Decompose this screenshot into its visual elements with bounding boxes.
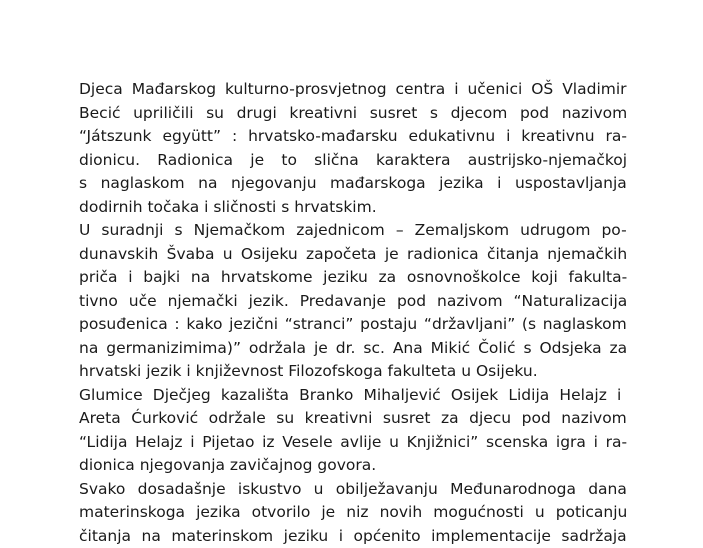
paragraph-2 [79, 219, 627, 384]
paragraph-1 [79, 78, 627, 219]
text-line: posuđenica : kako jezični “stranci” postaju “državljani” (s naglaskom [79, 313, 627, 337]
body-text [79, 78, 627, 548]
text-line: na germanizimima)” održala je dr. sc. Ana Mikić Čolić s Odsjeka za [79, 337, 627, 361]
text-line: “Játszunk együtt” : hrvatsko-mađarsku edukativnu i kreativnu ra- [79, 125, 627, 149]
text-line: dunavskih Švaba u Osijeku započeta je radionica čitanja njemačkih [79, 243, 627, 267]
text-line: “Lidija Helajz i Pijetao iz Vesele avlije u Knjižnici” scenska igra i ra- [79, 431, 627, 455]
text-line: s naglaskom na njegovanju mađarskoga jezika i uspostavljanja [79, 172, 627, 196]
text-line: Glumice Dječjeg kazališta Branko Mihaljević Osijek Lidija Helajz i [79, 384, 627, 408]
text-line: materinskoga jezika otvorilo je niz novih mogućnosti u poticanju [79, 501, 627, 525]
text-line: Svako dosadašnje iskustvo u obilježavanju Međunarodnoga dana [79, 478, 627, 502]
text-line: Djeca Mađarskog kulturno-prosvjetnog centra i učenici OŠ Vladimir [79, 78, 627, 102]
paragraph-3 [79, 384, 627, 478]
text-line: hrvatski jezik i književnost Filozofskoga fakulteta u Osijeku. [79, 360, 627, 384]
text-line: priča i bajki na hrvatskome jeziku za osnovnoškolce koji fakulta- [79, 266, 627, 290]
text-line: U suradnji s Njemačkom zajednicom – Zemaljskom udrugom po- [79, 219, 627, 243]
paragraph-4 [79, 478, 627, 548]
text-line: dionica njegovanja zavičajnog govora. [79, 454, 627, 478]
text-line: čitanja na materinskom jeziku i općenito implementacije sadržaja [79, 525, 627, 548]
text-line: tivno uče njemački jezik. Predavanje pod nazivom “Naturalizacija [79, 290, 627, 314]
text-line: dionicu. Radionica je to slična karaktera austrijsko-njemačkoj [79, 149, 627, 173]
text-line: dodirnih točaka i sličnosti s hrvatskim. [79, 196, 627, 220]
text-line: Areta Ćurković održale su kreativni susret za djecu pod nazivom [79, 407, 627, 431]
text-line: Becić upriličili su drugi kreativni susret s djecom pod nazivom [79, 102, 627, 126]
